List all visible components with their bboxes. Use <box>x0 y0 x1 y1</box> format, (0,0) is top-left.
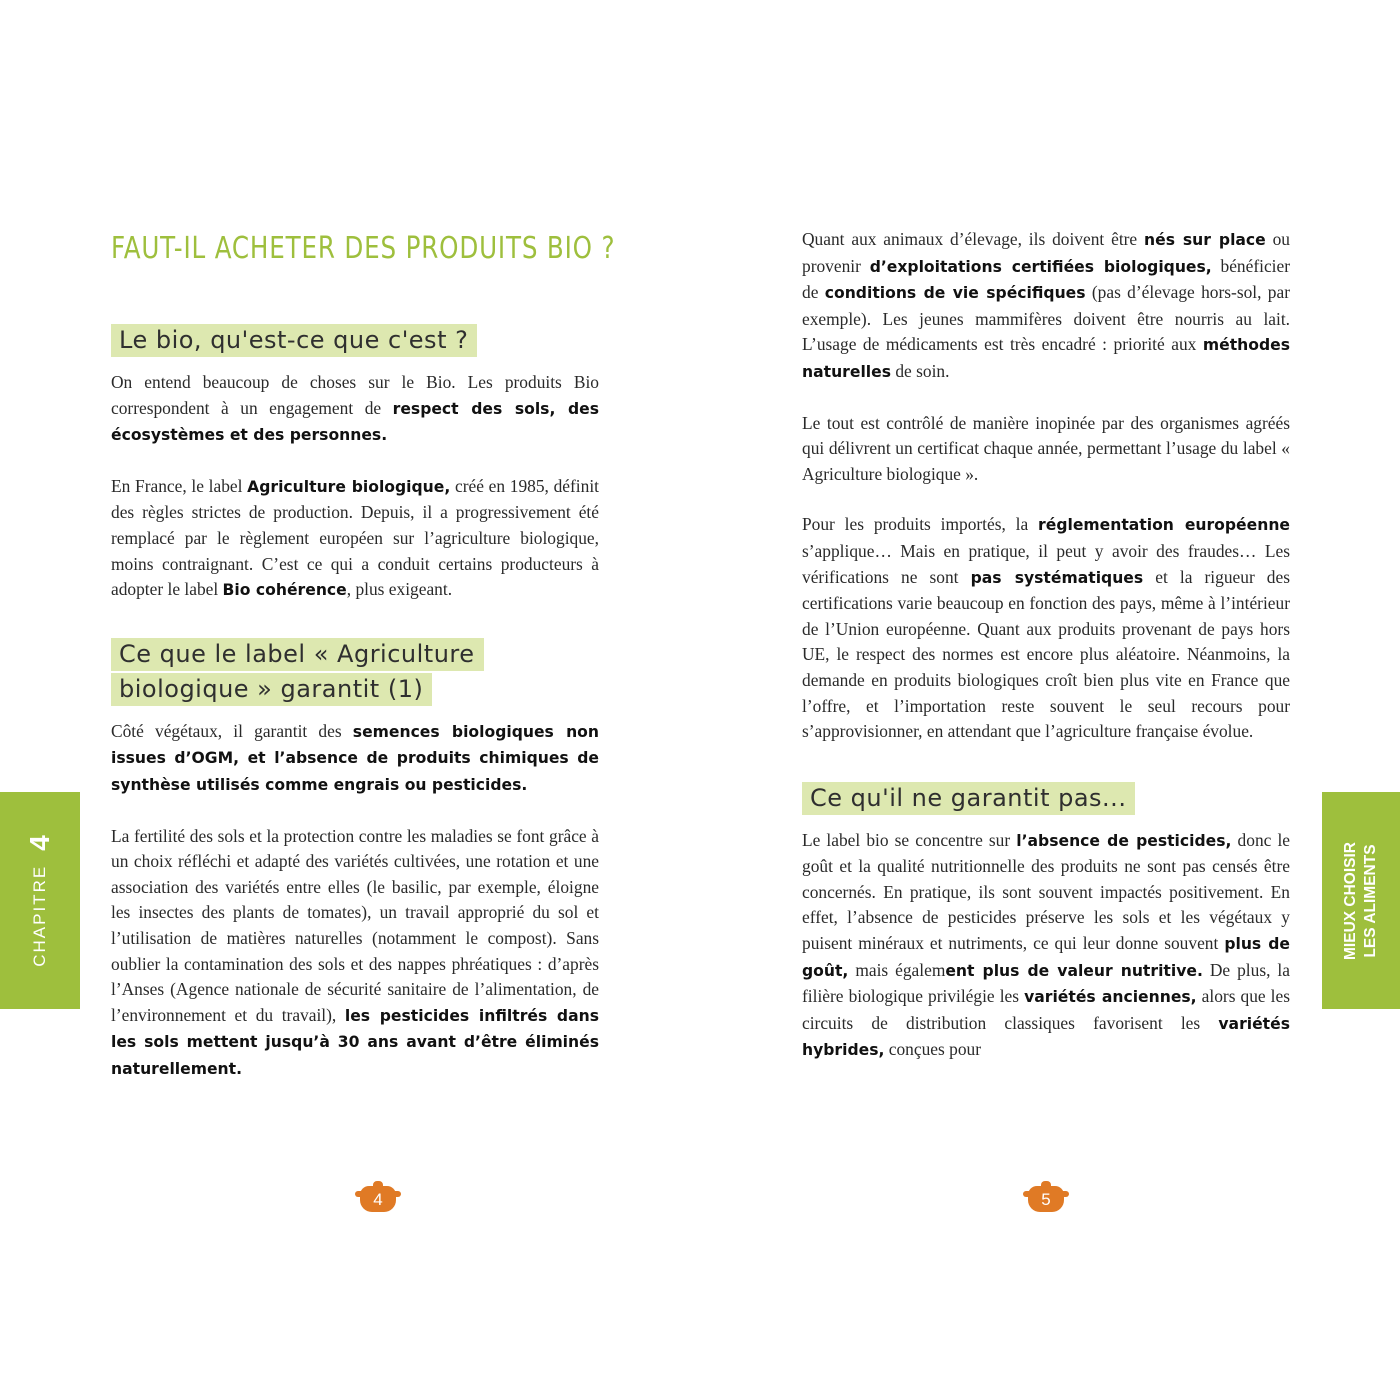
bold-text: méthodes naturelles <box>802 336 1290 381</box>
text: bénéficier de <box>802 255 1291 303</box>
bold-text: nés sur place <box>1144 231 1266 249</box>
paragraph <box>802 512 1290 744</box>
bold-text: variétés hybrides, <box>802 1014 1290 1060</box>
left-page <box>111 220 616 1082</box>
chapter-number: 4 <box>24 834 55 851</box>
bold-text: semences biologiques non issues d’OGM, et l’absence de produits chimiques de synthèse utilisés comme engrais ou pesticides. <box>111 722 599 794</box>
bold-text: respect des sols, des écosystèmes et des personnes. <box>111 399 600 445</box>
section-heading-not-guaranteed <box>802 781 1290 816</box>
bold-text: conditions de vie spécifiques <box>824 284 1086 303</box>
text: En France, le label <box>111 475 248 496</box>
text: ou provenir <box>802 229 1291 276</box>
text: conçues pour <box>884 1039 982 1060</box>
bold-text: Agriculture biologique, <box>247 477 451 496</box>
section-heading-text: Le bio, qu'est-ce que c'est ? <box>111 324 477 357</box>
text: Le label bio se concentre sur <box>802 829 1017 850</box>
bold-text: variétés anciennes, <box>1024 988 1197 1007</box>
text: Quant aux animaux d’élevage, ils doivent être <box>802 229 1145 249</box>
section-tab-content <box>1341 842 1381 960</box>
page-number-right: 5 <box>1028 1186 1064 1212</box>
bold-text: d’exploitations certifiées biologiques, <box>869 257 1212 276</box>
section-tab-line: LES ALIMENTS <box>1362 843 1379 958</box>
chapter-label: CHAPITRE <box>30 864 49 967</box>
section-heading-guarantees <box>111 637 551 707</box>
bold-text: pas systématiques <box>970 568 1144 587</box>
section-heading-what-is-bio <box>111 323 599 358</box>
bold-text: les pesticides infiltrés dans les sols mettent jusqu’à 30 ans avant d’être éliminés naturellement. <box>111 1006 599 1078</box>
chapter-tab-content <box>24 835 56 967</box>
bold-text: l’absence de pesticides, <box>1016 831 1232 850</box>
bold-text: plus de goût, <box>802 935 1291 980</box>
section-tab-line: MIEUX CHOISIR <box>1342 841 1359 960</box>
text: De plus, la filière biologique privilégie les <box>802 959 1290 1007</box>
text: donc le goût et la qualité nutritionnelle des produits ne sont pas censés être concernés. En pratique, ils sont souvent impactés positivement. En effet, l’absence de pesticides préserve les sols et les végétaux y puisent minéraux et nutriments, ce qui leur donne souvent <box>802 829 1290 954</box>
text: de soin. <box>891 360 950 381</box>
page-number-left: 4 <box>360 1186 396 1212</box>
section-heading-text: Ce qu'il ne garantit pas... <box>802 782 1135 815</box>
bold-text: réglementation européenne <box>1038 516 1290 535</box>
paragraph <box>802 227 1290 386</box>
paragraph: Le tout est contrôlé de manière inopinée par des organismes agréés qui délivrent un certificat chaque année, permettant l’usage du label « Agriculture biologique ». <box>802 412 1290 484</box>
paragraph <box>802 828 1290 1064</box>
paragraph <box>111 824 599 1083</box>
right-page <box>802 227 1290 1064</box>
paragraph <box>111 474 599 604</box>
text: Côté végétaux, il garantit des <box>111 720 353 741</box>
text: alors que les circuits de distribution classiques favorisent les <box>802 986 1290 1033</box>
text: , plus exigeant. <box>346 579 453 600</box>
text: Pour les produits importés, la <box>802 514 1039 535</box>
paragraph <box>111 719 599 799</box>
text: On entend beaucoup de choses sur le Bio. Les produits Bio correspondent à un engagement de <box>111 372 599 418</box>
text: La fertilité des sols et la protection contre les maladies se font grâce à un choix réfléchi et adapté des variétés cultivées, une rotation et une association des variétés entre elles (le basilic, par exemple, éloigne les insectes des plants de tomates), un travail approprié du sol et l’utilisation de matières naturelles (notamment le compost). Sans oublier la contamination des sols et des nappes phréatiques : d’après l’Anses (Agence nationale de sécurité sanitaire de l’alimentation, de l’environnement et du travail), <box>111 825 599 1025</box>
section-tab <box>1322 792 1400 1009</box>
paragraph <box>111 370 599 449</box>
bold-text: Bio cohérence <box>222 581 347 600</box>
chapter-tab <box>0 792 80 1009</box>
text: (pas d’élevage hors-sol, par exemple). Les jeunes mammifères doivent être nourris au lait. L’usage de médicaments est très encadré : priorité aux <box>802 282 1290 355</box>
bold-text: ent plus de valeur nutritive. <box>945 961 1203 980</box>
text: et la rigueur des certifications varie beaucoup en fonction des pays, même à l’intérieur de l’Union européenne. Quant aux produits provenant de pays hors UE, le respect des normes est encore plus aléatoire. Néanmoins, la demande en produits biologiques croît bien plus vite en France que l’offre, et l’importation reste souvent le seul recours pour s’approvisionner, en attendant que l’agriculture française évolue. <box>802 566 1290 742</box>
text: créé en 1985, définit des règles strictes de production. Depuis, il a progressivement été remplacé par le règlement européen sur l’agriculture biologique, moins contraignant. C’est ce qui a conduit certains producteurs à adopter le label <box>111 475 599 600</box>
section-heading-text: Ce que le label « Agriculture biologique » garantit (1) <box>111 638 484 706</box>
text: s’applique… Mais en pratique, il peut y avoir des fraudes… Les vérifications ne sont <box>802 540 1290 587</box>
text: mais égalem <box>848 959 946 980</box>
page-title: FAUT-IL ACHETER DES PRODUITS BIO ? <box>111 231 616 266</box>
